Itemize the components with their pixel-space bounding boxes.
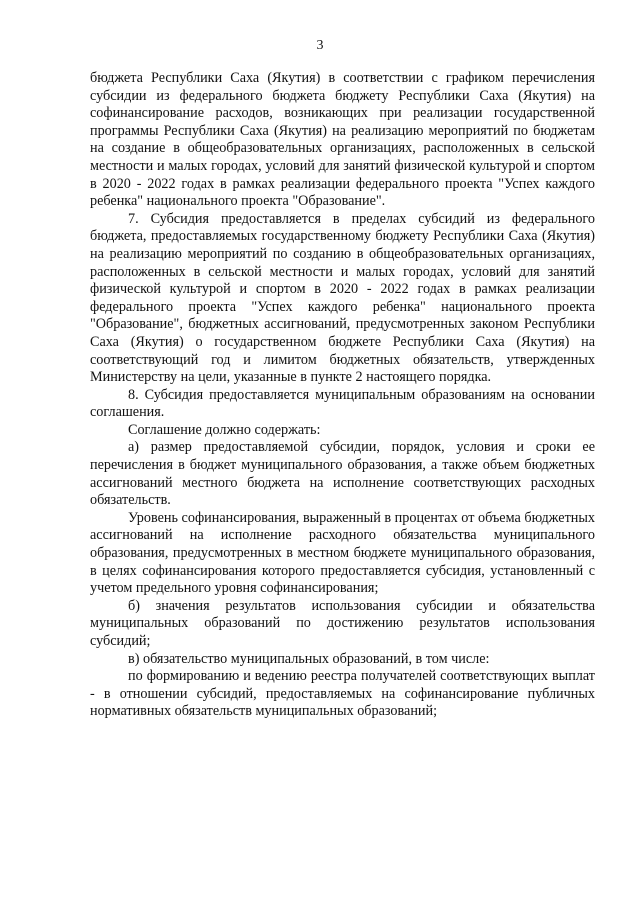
paragraph-registry: по формированию и ведению реестра получателей соответствующих выплат - в отношении субсидий, предоставляемых на софинансирование публичных нормативных обязательств муниципальных образований; bbox=[90, 668, 595, 720]
document-body bbox=[90, 70, 595, 721]
paragraph-cofinancing-level: Уровень софинансирования, выраженный в процентах от объема бюджетных ассигнований на исполнение расходного обязательства муниципального образования, предусмотренных в местном бюджете муниципального образования, в целях софинансирования которого предоставляется субсидия, установленный с учетом предельного уровня софинансирования; bbox=[90, 509, 595, 597]
paragraph-1: бюджета Республики Саха (Якутия) в соответствии с графиком перечисления субсидии из федерального бюджета бюджету Республики Саха (Якутия) на софинансирование расходов, возникающих при реализации государственной программы Республики Саха (Якутия) на реализацию мероприятий по бюджетам на создание в общеобразовательных организациях, расположенных в сельской местности и малых городах, условий для занятий физической культурой и спортом в 2020 - 2022 годах в рамках реализации федерального проекта "Успех каждого ребенка" национального проекта "Образование". bbox=[90, 70, 595, 210]
paragraph-agreement-contents: Соглашение должно содержать: bbox=[128, 421, 321, 438]
paragraph-subitem-v: в) обязательство муниципальных образований, в том числе: bbox=[128, 650, 490, 667]
paragraph-item-8: 8. Субсидия предоставляется муниципальным образованиям на основании соглашения. bbox=[90, 386, 595, 421]
paragraph-subitem-a: а) размер предоставляемой субсидии, порядок, условия и сроки ее перечисления в бюджет муниципального образования, а также объем бюджетных ассигнований местного бюджета на исполнение соответствующих расходных обязательств. bbox=[90, 439, 595, 509]
paragraph-subitem-b: б) значения результатов использования субсидии и обязательства муниципальных образований по достижению результатов использования субсидий; bbox=[90, 597, 595, 649]
page-number: 3 bbox=[316, 38, 324, 53]
paragraph-item-7: 7. Субсидия предоставляется в пределах субсидий из федерального бюджета, предоставляемых государственному бюджету Республики Саха (Якутия) на реализацию мероприятий по созданию в общеобразовательных организациях, расположенных в сельской местности и малых городах, условий для занятий физической культурой и спортом в 2020 - 2022 годах в рамках реализации федерального проекта "Успех каждого ребенка" национального проекта "Образование", бюджетных ассигнований, предусмотренных законом Республики Саха (Якутия) о государственном бюджете Республики Саха (Якутия) на соответствующий год и лимитом бюджетных обязательств, утвержденных Министерству на цели, указанные в пункте 2 настоящего порядка. bbox=[90, 210, 595, 386]
